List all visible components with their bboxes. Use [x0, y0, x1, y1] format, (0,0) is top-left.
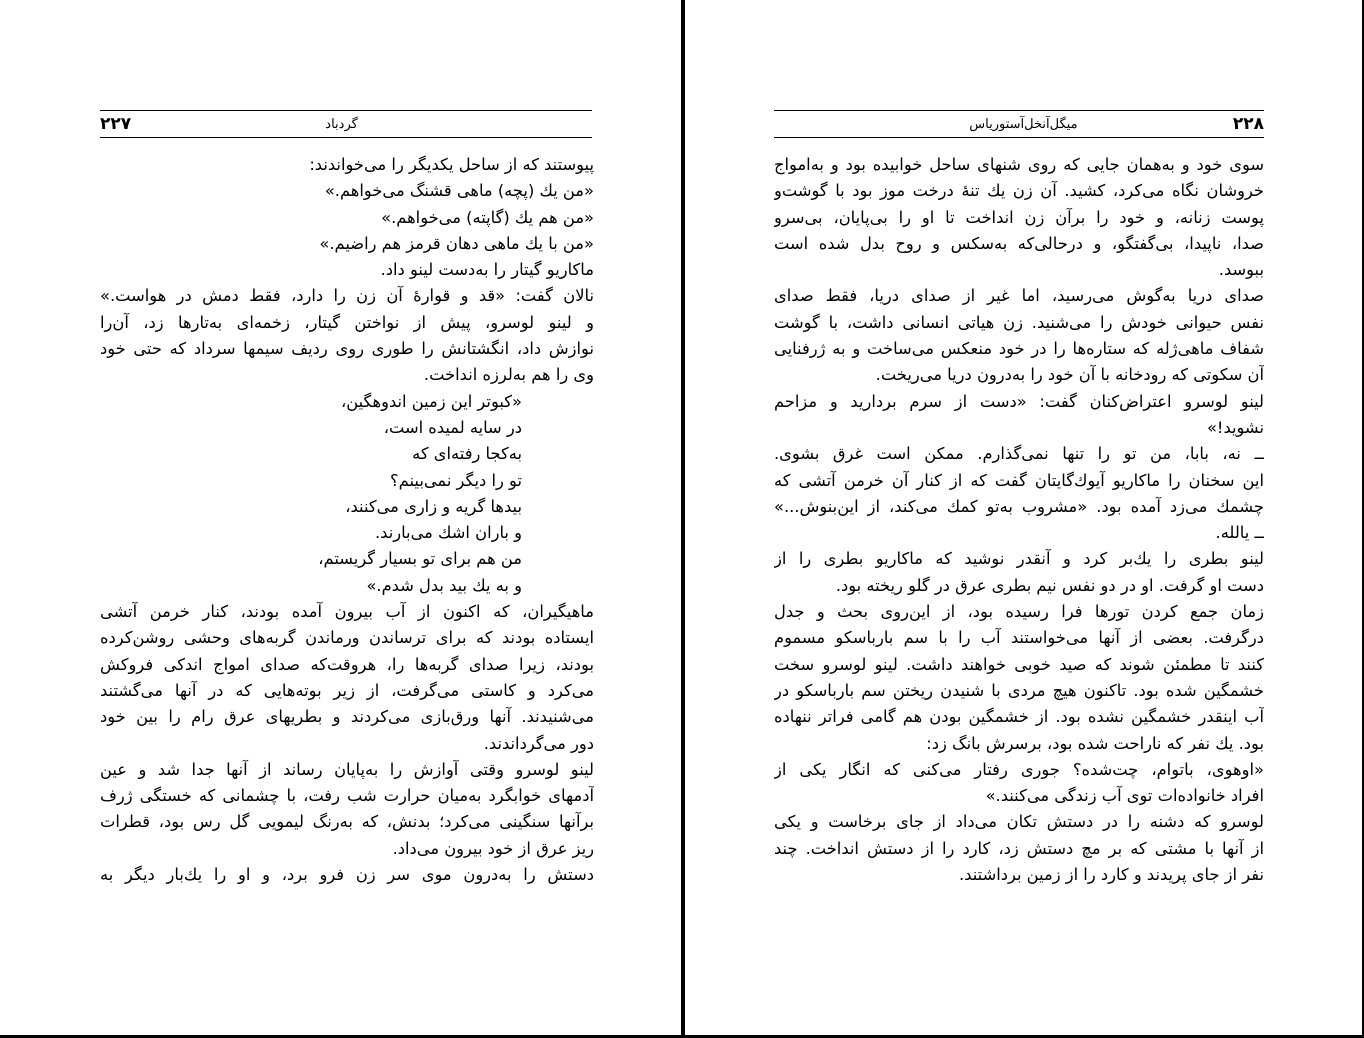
poem-line: به‌کجا رفته‌ای که [412, 444, 522, 464]
text-line: ماهیگیران، که اکنون از آب بیرون آمده بودند، کنار خرمن آتشی [100, 602, 594, 622]
text-line: نفر از جای پریدند و کارد را از زمین برداشتند. [959, 865, 1264, 885]
text-line: دستش را به‌درون موی سر زن فرو برد، و او را یك‌بار دیگر به [100, 865, 594, 885]
text-line: زمان جمع کردن تورها فرا رسیده بود، از این‌روی بحث و جدل [774, 602, 1264, 622]
text-line: بودند، زیرا صدای گربه‌ها را، هروقت‌که صدای امواج اندکی فروکش [100, 654, 594, 674]
text-line: لینو بطری را یك‌بر کرد و آنقدر نوشید که ماکاریو بطری را از [774, 549, 1264, 569]
text-line: افراد خانواده‌ات توی آب زندگی می‌کنند.» [985, 786, 1264, 806]
text-line: پوست زنانه، و خود را برآن زن انداخت تا او را بی‌پایان، بی‌سرو [774, 207, 1264, 227]
text-line: «اوهوی، باتوام، چت‌شده؟ جوری رفتار می‌کنی که انگار یکی از [774, 759, 1264, 779]
text-line: آب اینقدر خشمگین نشده بود. از خشمگین بودن هم گامی فراتر ننهاده [774, 707, 1264, 727]
poem-line: من هم برای تو بسیار گریستم، [318, 549, 522, 569]
text-line: درگرفت. بعضی از آنها می‌خواستند آب را با سم بارباسکو مسموم [774, 628, 1264, 648]
text-line: نشوید!» [1206, 417, 1264, 437]
text-line: «من با یك ماهی دهان قرمز هم راضیم.» [319, 233, 594, 253]
text-line: نفس حیوانی خودش را می‌شنید. زن هیاتی انسانی داشت، با گوشت [774, 312, 1264, 332]
text-line: چشمك می‌زد آمده بود. «مشروب به‌تو کمك می‌کند، از این‌بنوش...» [774, 496, 1264, 516]
text-line: ایستاده بودند که برای ترساندن ورماندن گربه‌های وحشی روشن‌کرده [100, 628, 594, 648]
text-line: دست او گرفت. او در دو نفس نیم بطری عرق در گلو ریخته بود. [835, 575, 1264, 595]
text-line: صدا، ناپیدا، بی‌گفتگو، و درحالی‌که به‌سکس و روح بدل شده است [774, 233, 1264, 253]
body-text [100, 152, 594, 888]
text-line: آن سکوتی که رودخانه با آن خود را به‌درون دریا می‌ریخت. [875, 365, 1264, 385]
poem-line: و به یك بید بدل شدم.» [366, 575, 522, 595]
poem-line: تو را دیگر نمی‌بینم؟ [390, 470, 522, 490]
text-line: آدمهای خوابگرد به‌میان حرارت شب رفت، با چشمانی که خستگی ژرف [100, 786, 594, 806]
text-line: کنند تا مطمئن شوند که صید خوبی خواهند داشت. لینو لوسرو سخت [774, 654, 1264, 674]
running-title: گردباد [325, 116, 358, 132]
left-page [0, 0, 681, 1038]
text-line: ریز عرق از خود بیرون می‌داد. [392, 838, 594, 858]
text-line: لوسرو که دشنه را در دستش تکان می‌داد از جای برخاست و یکی [774, 812, 1264, 832]
text-line: بود. یك نفر که ناراحت شده بود، برسرش بانگ زد: [926, 733, 1264, 753]
page-header [774, 110, 1264, 138]
text-line: سوی خود و به‌همان جایی که روی شنهای ساحل خوابیده بود و به‌امواج [774, 155, 1264, 174]
text-line: این سخنان را ماکاریو آیوك‌گایتان گفت که از کنار آن خرمن آتشی که [774, 470, 1264, 490]
text-line: صدای دریا به‌گوش می‌رسید، اما غیر از صدای دریا، فقط صدای [774, 286, 1264, 306]
running-title: میگل‌آنخل‌آستوریاس [969, 116, 1078, 132]
text-line: نوازش داد، انگشتانش را طوری روی ردیف سیمها سرداد که حتی خود [100, 339, 594, 359]
text-line: لینو لوسرو اعتراض‌کنان گفت: «دست از سرم بردارید و مزاحم [774, 391, 1264, 411]
text-line: دور می‌گرداندند. [483, 733, 594, 753]
poem-line: بیدها گریه و زاری می‌کنند، [345, 496, 522, 516]
right-page [685, 0, 1364, 1038]
text-line: ــ نه، بابا، من تو را تنها نمی‌گذارم. ممکن است غرق بشوی. [774, 444, 1264, 464]
text-line: خروشان نگاه می‌کرد، کشید. آن زن یك تنهٔ درخت موز بود با گوشت‌و [774, 181, 1264, 201]
text-line: پیوستند که از ساحل یکدیگر را می‌خواندند: [309, 155, 594, 174]
text-line: و لینو لوسرو، پیش از نواختن گیتار، زخمه‌ای به‌تارها زد، آن‌را [100, 312, 594, 332]
text-line: شفاف ماهی‌ژله که ستاره‌ها را در خود منعکس می‌ساخت و به ژرفنایی [774, 339, 1264, 359]
text-line: ببوسد. [1218, 260, 1264, 280]
text-line: ماکاریو گیتار را به‌دست لینو داد. [380, 260, 594, 280]
page-header [100, 110, 592, 138]
page-number: ۲۲۸ [1232, 114, 1264, 134]
text-line: می‌شنیدند. آنها ورق‌بازی می‌کردند و بطریهای عرق رام را بین خود [100, 707, 594, 727]
page-number: ۲۲۷ [100, 114, 132, 134]
text-line: لینو لوسرو وقتی آوازش را به‌پایان رساند از آنها جدا شد و عین [100, 759, 594, 779]
text-line: وی را هم به‌لرزه انداخت. [423, 365, 594, 385]
text-line: می‌کرد و کاستی می‌گرفت، از زیر بوته‌هایی که در آنها می‌گشتند [100, 680, 594, 700]
text-line: خشمگین شده بود. تاکنون هیچ مردی با شنیدن ریختن سم بارباسکو در [774, 680, 1264, 700]
text-line: «من هم یك (گاپته) می‌خواهم.» [381, 207, 594, 227]
body-text [774, 152, 1264, 888]
poem-line: «کبوتر این زمین اندوهگین، [340, 391, 522, 411]
text-line: «من یك (پچه) ماهی قشنگ می‌خواهم.» [324, 181, 594, 201]
poem-line: و باران اشك می‌بارند. [374, 523, 522, 543]
text-line: ــ یالله. [1215, 523, 1264, 543]
poem-line: در سایه لمیده است، [383, 417, 522, 437]
text-line: از آنها با مشتی که بر مچ دستش زد، کارد را از دستش انداخت. چند [774, 838, 1264, 858]
text-line: نالان گفت: «قد و قوارهٔ آن زن را دارد، فقط دمش در هواست.» [100, 286, 594, 306]
text-line: برآنها سنگینی می‌کرد؛ بدنش، که به‌رنگ لیمویی گل رس بود، قطرات [100, 812, 594, 832]
